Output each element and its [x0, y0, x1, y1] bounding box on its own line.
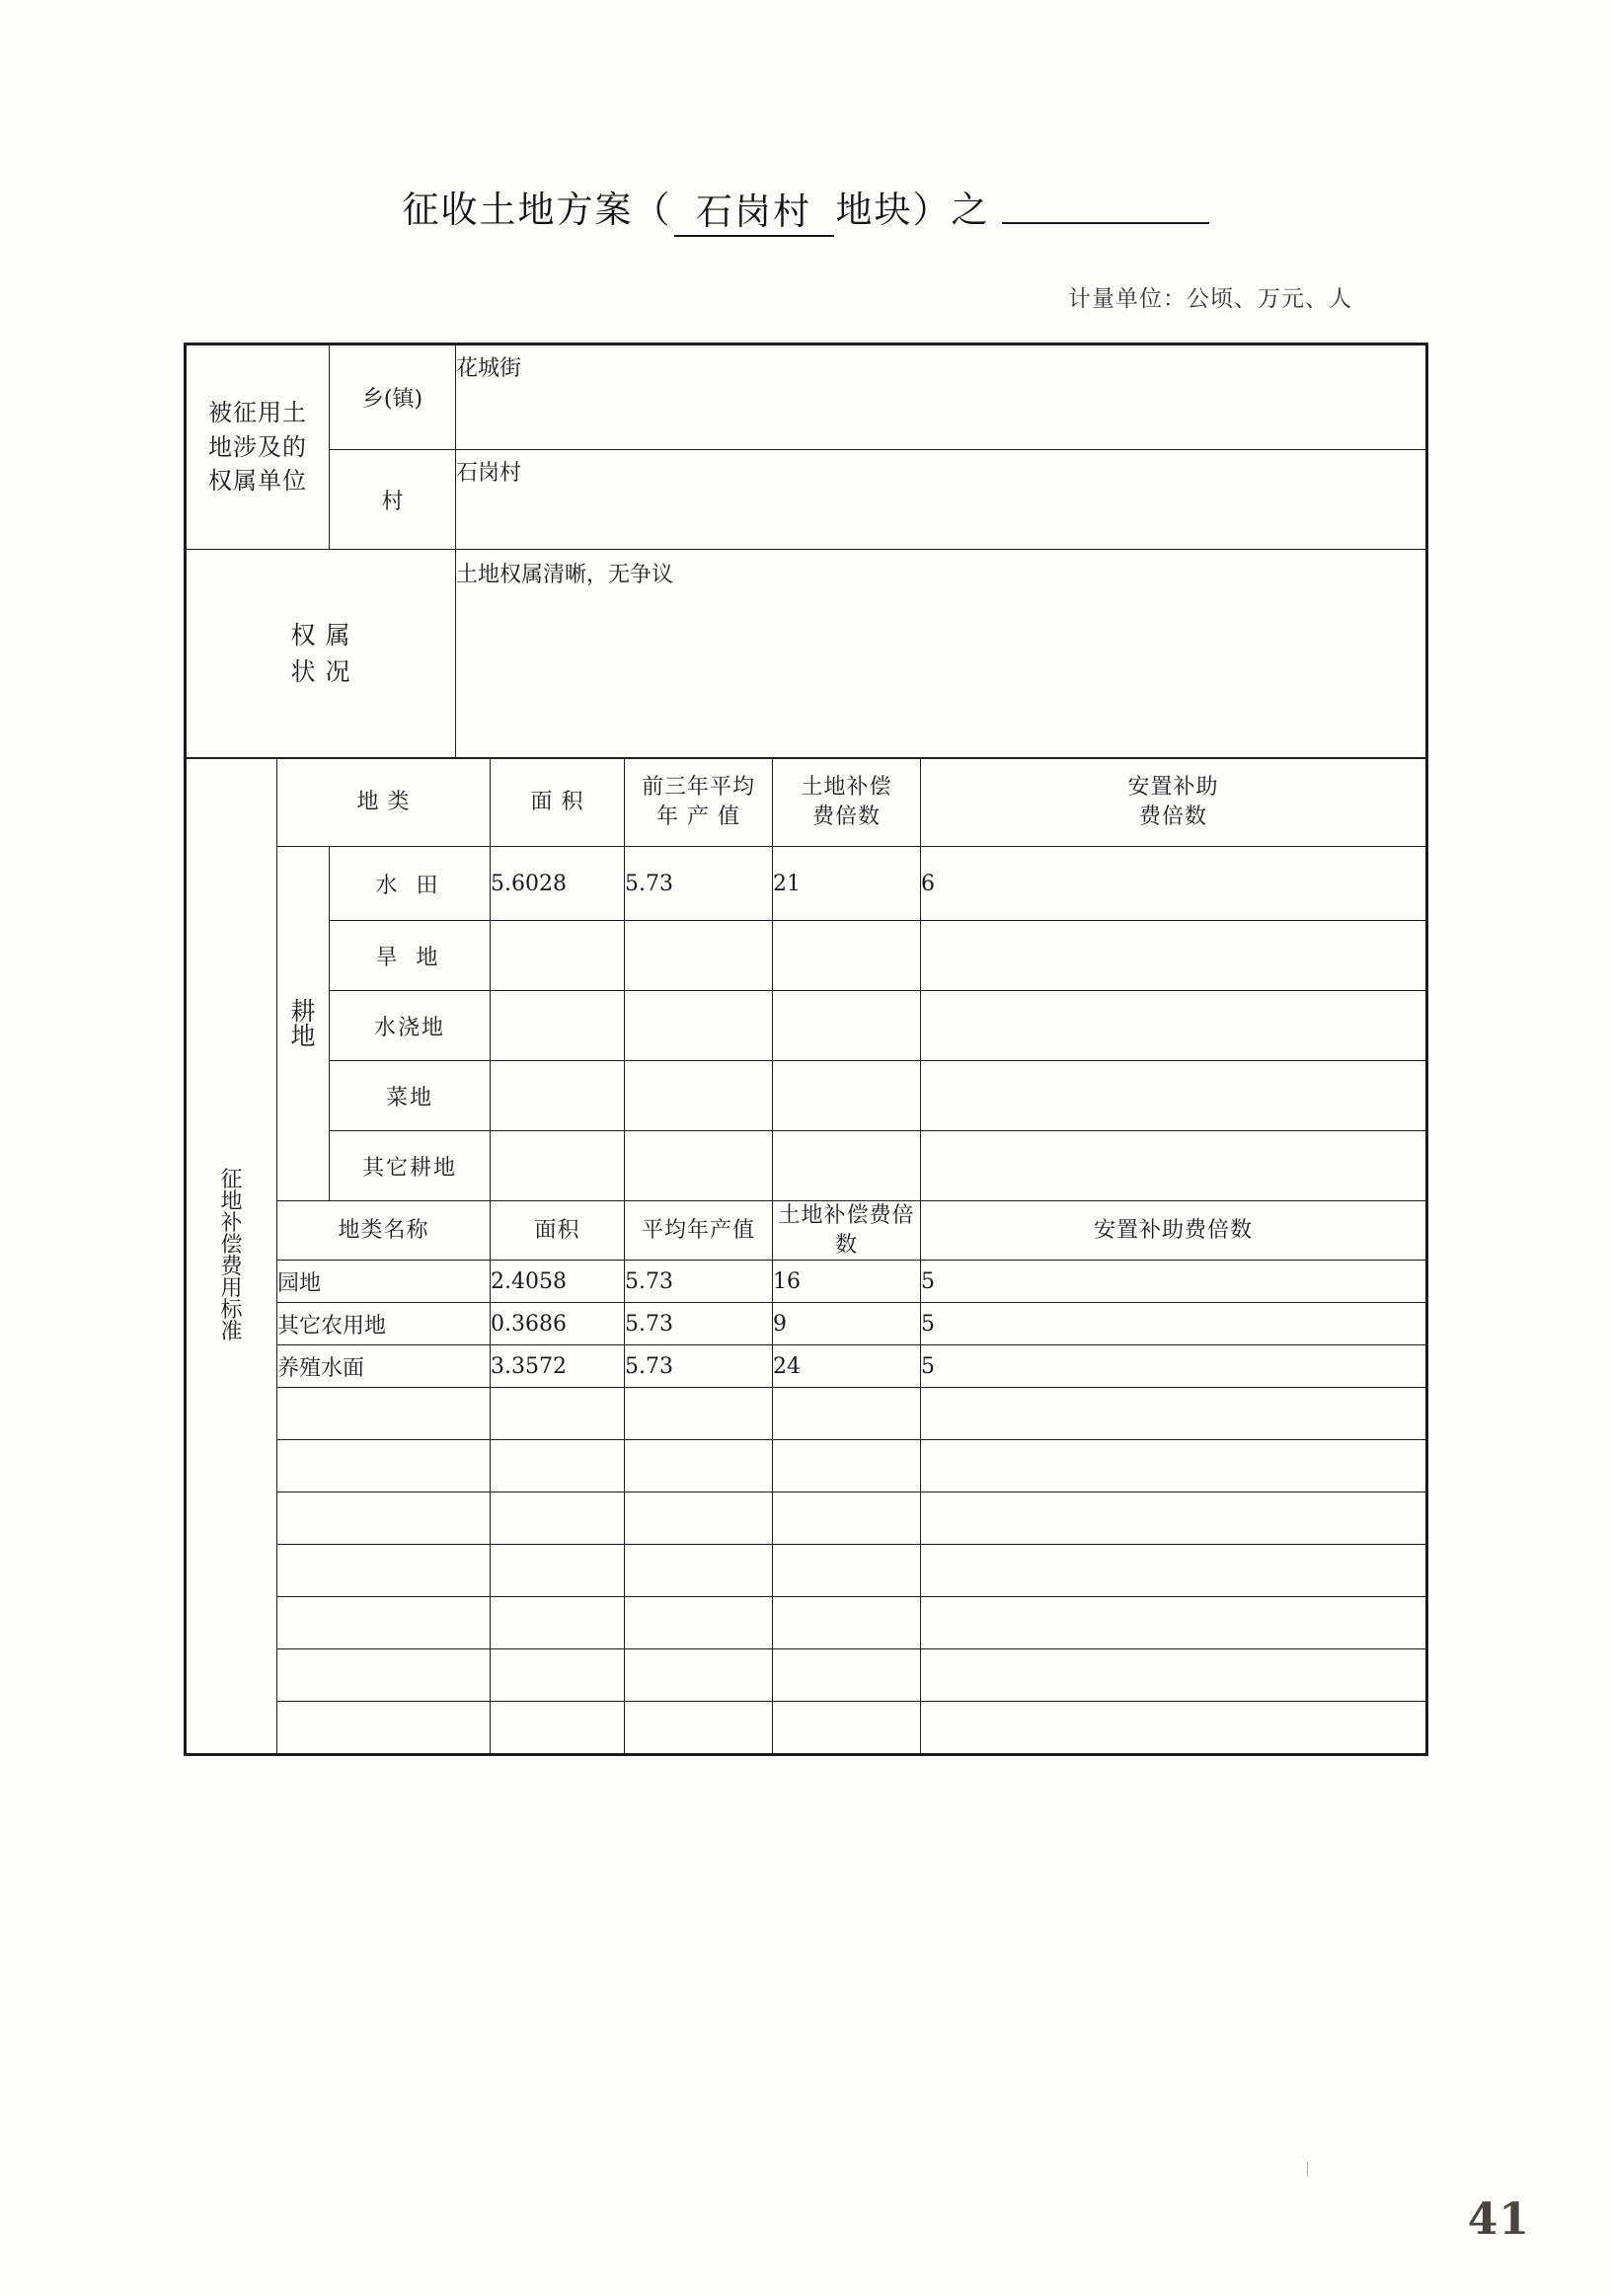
colb-header-land-comp-multiple: 土地补偿费倍数 — [773, 1201, 921, 1261]
cell-yield-other-cultivated[interactable] — [625, 1131, 773, 1201]
col-header-annual-yield-line-2: 年 产 值 — [656, 804, 740, 829]
cellb-yield-blank-5[interactable] — [625, 1597, 773, 1649]
table-row — [187, 1545, 1426, 1597]
cellb-resettle-blank-5[interactable] — [921, 1597, 1426, 1649]
compensation-side-label — [187, 759, 277, 1754]
side-label-char-5: 用 — [220, 1275, 243, 1301]
rowb-label-blank-1[interactable] — [277, 1388, 491, 1440]
cellb-yield-blank-1[interactable] — [625, 1388, 773, 1440]
cellb-resettle-blank-4[interactable] — [921, 1545, 1426, 1597]
col-header-resettle-line-2: 费倍数 — [1138, 804, 1207, 829]
cellb-resettle-blank-7[interactable] — [921, 1702, 1426, 1754]
col-header-area: 面 积 — [491, 759, 625, 847]
cellb-land-comp-blank-7[interactable] — [773, 1702, 921, 1754]
row-label-dry-land: 旱 地 — [330, 921, 491, 991]
cell-area-paddy[interactable]: 5.6028 — [491, 847, 625, 921]
rowb-label-blank-5[interactable] — [277, 1597, 491, 1649]
col-header-resettle-multiple — [921, 759, 1426, 847]
compensation-standards-table — [186, 758, 1426, 1754]
row-label-other-cultivated: 其它耕地 — [330, 1131, 491, 1201]
group-label-char-1: 地 — [290, 1022, 316, 1050]
cell-land-comp-dry[interactable] — [773, 921, 921, 991]
cellb-land-comp-blank-6[interactable] — [773, 1649, 921, 1702]
title-prefix: 征收土地方案（ — [402, 189, 672, 231]
page-number: 41 — [1467, 2194, 1530, 2245]
cellb-area-other-agri[interactable]: 0.3686 — [491, 1303, 625, 1345]
colb-header-annual-yield: 平均年产值 — [625, 1201, 773, 1261]
cellb-land-comp-blank-3[interactable] — [773, 1492, 921, 1545]
side-label-char-0: 征 — [220, 1167, 243, 1192]
col-header-annual-yield-line-1: 前三年平均 — [641, 775, 755, 801]
col-header-land-type: 地 类 — [277, 759, 491, 847]
cellb-area-blank-2[interactable] — [491, 1440, 625, 1492]
cellb-area-blank-1[interactable] — [491, 1388, 625, 1440]
rowb-label-blank-7[interactable] — [277, 1702, 491, 1754]
cellb-yield-blank-7[interactable] — [625, 1702, 773, 1754]
cell-land-comp-vegetable[interactable] — [773, 1061, 921, 1131]
table-row — [187, 345, 1426, 450]
page-title — [0, 180, 1611, 237]
cellb-yield-orchard[interactable]: 5.73 — [625, 1261, 773, 1303]
status-value[interactable]: 土地权属清晰，无争议 — [456, 550, 1426, 758]
cellb-resettle-blank-3[interactable] — [921, 1492, 1426, 1545]
cell-resettle-other-cultivated[interactable] — [921, 1131, 1426, 1201]
colb-header-land-type: 地类名称 — [277, 1201, 491, 1261]
measurement-units-note: 计量单位：公顷、万元、人 — [1068, 286, 1352, 312]
table-row — [187, 1345, 1426, 1388]
cell-yield-vegetable[interactable] — [625, 1061, 773, 1131]
cell-yield-irrigated[interactable] — [625, 991, 773, 1061]
title-plot-fill: 石岗村 — [674, 182, 834, 237]
cellb-yield-blank-2[interactable] — [625, 1440, 773, 1492]
ownership-label-line-3: 权属单位 — [208, 467, 307, 496]
cell-resettle-paddy[interactable]: 6 — [921, 847, 1426, 921]
field-value-village[interactable]: 石岗村 — [456, 450, 1426, 550]
cellb-yield-aquaculture[interactable]: 5.73 — [625, 1345, 773, 1388]
cellb-land-comp-orchard[interactable]: 16 — [773, 1261, 921, 1303]
cell-resettle-dry[interactable] — [921, 921, 1426, 991]
row-label-vegetable-land: 菜地 — [330, 1061, 491, 1131]
colb-header-resettle-multiple: 安置补助费倍数 — [921, 1201, 1426, 1261]
rowb-label-blank-4[interactable] — [277, 1545, 491, 1597]
table-row — [187, 921, 1426, 991]
table-row — [187, 759, 1426, 847]
cellb-land-comp-blank-1[interactable] — [773, 1388, 921, 1440]
cellb-area-orchard[interactable]: 2.4058 — [491, 1261, 625, 1303]
cell-area-dry[interactable] — [491, 921, 625, 991]
ownership-table — [186, 344, 1426, 758]
status-row-label — [187, 550, 456, 758]
col-header-annual-yield — [625, 759, 773, 847]
table-row — [187, 1649, 1426, 1702]
row-label-paddy-field: 水 田 — [330, 847, 491, 921]
cellb-land-comp-blank-4[interactable] — [773, 1545, 921, 1597]
ownership-label-line-1: 被征用土 — [208, 398, 307, 426]
cell-area-vegetable[interactable] — [491, 1061, 625, 1131]
cellb-land-comp-aquaculture[interactable]: 24 — [773, 1345, 921, 1388]
cellb-yield-blank-6[interactable] — [625, 1649, 773, 1702]
cell-land-comp-paddy[interactable]: 21 — [773, 847, 921, 921]
rowb-label-aquaculture: 养殖水面 — [277, 1345, 491, 1388]
cellb-area-blank-5[interactable] — [491, 1597, 625, 1649]
cell-yield-dry[interactable] — [625, 921, 773, 991]
table-row — [187, 1702, 1426, 1754]
cellb-resettle-other-agri[interactable]: 5 — [921, 1303, 1426, 1345]
status-label-line-2: 状 况 — [290, 657, 351, 686]
land-requisition-form — [184, 343, 1428, 1756]
row-label-irrigated-land: 水浇地 — [330, 991, 491, 1061]
col-header-land-comp-line-1: 土地补偿 — [801, 775, 892, 801]
group-label-cultivated-land — [277, 847, 330, 1201]
ownership-row-label — [187, 345, 330, 550]
side-label-char-2: 补 — [220, 1210, 243, 1236]
side-label-char-6: 标 — [220, 1297, 243, 1323]
side-label-char-3: 偿 — [220, 1232, 243, 1258]
side-label-char-4: 费 — [220, 1254, 243, 1279]
rowb-label-blank-6[interactable] — [277, 1649, 491, 1702]
table-row — [187, 1440, 1426, 1492]
colb-header-area: 面积 — [491, 1201, 625, 1261]
scan-artifact-mark: ｜ — [1299, 2161, 1315, 2179]
ownership-label-line-2: 地涉及的 — [208, 432, 307, 461]
table-row — [187, 1597, 1426, 1649]
status-label-line-1: 权 属 — [290, 620, 351, 650]
table-row — [187, 847, 1426, 921]
cellb-area-blank-3[interactable] — [491, 1492, 625, 1545]
field-label-village: 村 — [330, 450, 456, 550]
cellb-area-blank-4[interactable] — [491, 1545, 625, 1597]
table-row — [187, 1492, 1426, 1545]
field-label-township: 乡(镇) — [330, 345, 456, 450]
col-header-resettle-line-1: 安置补助 — [1127, 775, 1219, 801]
cellb-land-comp-blank-5[interactable] — [773, 1597, 921, 1649]
table-row — [187, 1388, 1426, 1440]
cell-area-other-cultivated[interactable] — [491, 1131, 625, 1201]
title-blank-underline — [1002, 192, 1209, 224]
cellb-resettle-orchard[interactable]: 5 — [921, 1261, 1426, 1303]
cell-land-comp-other-cultivated[interactable] — [773, 1131, 921, 1201]
table-row — [187, 1303, 1426, 1345]
cellb-area-blank-7[interactable] — [491, 1702, 625, 1754]
cellb-yield-other-agri[interactable]: 5.73 — [625, 1303, 773, 1345]
cell-resettle-irrigated[interactable] — [921, 991, 1426, 1061]
cellb-area-aquaculture[interactable]: 3.3572 — [491, 1345, 625, 1388]
cellb-yield-blank-3[interactable] — [625, 1492, 773, 1545]
group-label-char-0: 耕 — [290, 997, 316, 1026]
title-middle: 地块）之 — [835, 189, 990, 231]
cellb-resettle-blank-6[interactable] — [921, 1649, 1426, 1702]
rowb-label-other-agri: 其它农用地 — [277, 1303, 491, 1345]
table-row — [187, 1201, 1426, 1261]
table-row — [187, 1261, 1426, 1303]
cellb-resettle-aquaculture[interactable]: 5 — [921, 1345, 1426, 1388]
side-label-char-1: 地 — [220, 1188, 243, 1214]
table-row — [187, 991, 1426, 1061]
cellb-area-blank-6[interactable] — [491, 1649, 625, 1702]
cellb-land-comp-blank-2[interactable] — [773, 1440, 921, 1492]
table-row — [187, 450, 1426, 550]
cellb-land-comp-other-agri[interactable]: 9 — [773, 1303, 921, 1345]
table-row — [187, 550, 1426, 758]
cell-yield-paddy[interactable]: 5.73 — [625, 847, 773, 921]
col-header-land-comp-multiple — [773, 759, 921, 847]
rowb-label-blank-3[interactable] — [277, 1492, 491, 1545]
rowb-label-blank-2[interactable] — [277, 1440, 491, 1492]
cellb-resettle-blank-2[interactable] — [921, 1440, 1426, 1492]
cell-land-comp-irrigated[interactable] — [773, 991, 921, 1061]
cell-resettle-vegetable[interactable] — [921, 1061, 1426, 1131]
table-row — [187, 1131, 1426, 1201]
cellb-resettle-blank-1[interactable] — [921, 1388, 1426, 1440]
side-label-char-7: 准 — [220, 1319, 243, 1344]
table-row — [187, 1061, 1426, 1131]
cellb-yield-blank-4[interactable] — [625, 1545, 773, 1597]
cell-area-irrigated[interactable] — [491, 991, 625, 1061]
col-header-land-comp-line-2: 费倍数 — [811, 804, 881, 829]
field-value-township[interactable]: 花城街 — [456, 345, 1426, 450]
rowb-label-orchard: 园地 — [277, 1261, 491, 1303]
